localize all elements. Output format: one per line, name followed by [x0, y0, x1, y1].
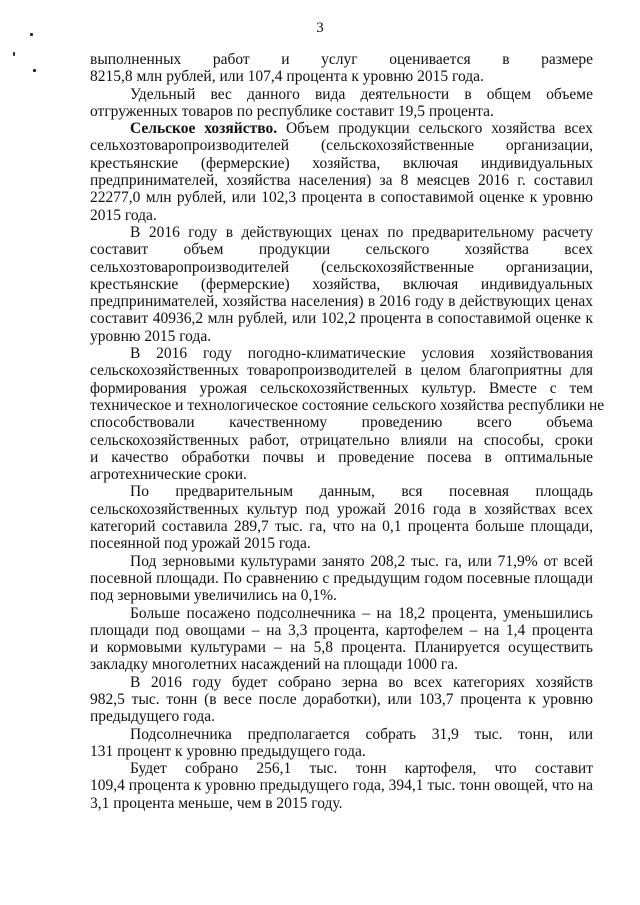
text-line: составит 40936,2 млн рублей, или 102,2 процента в сопоставимой оценке к	[90, 310, 593, 328]
text-line: крестьянские (фермерские) хозяйства, включая индивидуальных	[90, 154, 593, 172]
text-line: По предварительным данным, вся посевная площадь	[130, 483, 593, 501]
text-line: В 2016 году погодно-климатические условия хозяйствования	[130, 345, 593, 363]
paragraph	[90, 605, 593, 674]
page-number: 3	[316, 20, 324, 36]
text-line: под зерновыми увеличились на 0,1%.	[90, 587, 337, 605]
text-line: 109,4 процента к уровню предыдущего года, 394,1 тыс. тонн овощей, что на	[90, 777, 593, 795]
text-line: 982,5 тыс. тонн (в весе после доработки), или 103,7 процента к уровню	[90, 690, 593, 708]
section-lead: Сельское хозяйство.	[130, 120, 278, 138]
text-line: 22277,0 млн рублей, или 102,3 процента в сопоставимой оценке к уровню	[90, 189, 593, 207]
text-line: уровню 2015 года.	[90, 327, 212, 345]
text-line: 8215,8 млн рублей, или 107,4 процента к уровню 2015 года.	[90, 68, 484, 86]
paragraph	[90, 51, 593, 86]
paragraph	[90, 553, 593, 605]
text-line: сельхозтоваропроизводителей (сельскохозяйственные организации,	[90, 258, 593, 276]
paragraph	[90, 726, 593, 761]
text-line: Под зерновыми культурами занято 208,2 тыс. га, или 71,9% от всей	[130, 552, 593, 570]
text-line: В 2016 году в действующих ценах по предварительному расчету	[130, 223, 593, 241]
text-line: сельхозтоваропроизводителей (сельскохозяйственные организации,	[90, 137, 593, 155]
text-line: закладку многолетних насаждений на площади 1000 га.	[90, 656, 458, 674]
paragraph	[90, 120, 593, 224]
paragraph	[90, 345, 605, 484]
text-line: выполненных работ и услуг оценивается в размере	[90, 51, 593, 68]
paragraph	[90, 224, 593, 345]
text-line: посевной площади. По сравнению с предыдущим годом посевные площади	[90, 569, 593, 587]
text-line: сельскохозяйственных культур под урожай 2016 года в хозяйствах всех	[90, 500, 593, 518]
text-line: Подсолнечника предполагается собрать 31,9 тыс. тонн, или	[130, 725, 593, 743]
paragraph	[90, 483, 593, 552]
text-line: сельскохозяйственных товаропроизводителей в целом благоприятны для	[90, 362, 593, 380]
text-line: предпринимателей, хозяйства населения) за 8 меясцев 2016 г. составил	[90, 172, 593, 190]
scan-speck	[13, 52, 15, 56]
text-line: техническое и технологическое состояние сельского хозяйства республики не	[90, 396, 605, 414]
text-line: Удельный вес данного вида деятельности в общем объеме	[130, 85, 593, 103]
text-line: предпринимателей, хозяйства населения) в 2016 году в действующих ценах	[90, 293, 593, 311]
text-line: и качество обработки почвы и проведение посева в оптимальные	[90, 448, 593, 466]
text-line: сельскохозяйственных работ, отрицательно влияли на способы, сроки	[90, 431, 593, 449]
text-line	[90, 120, 593, 137]
scan-speck	[33, 69, 36, 72]
text-line: и кормовыми культурами – на 5,8 процента. Планируется осуществить	[90, 639, 593, 657]
text-line: крестьянские (фермерские) хозяйства, включая индивидуальных	[90, 275, 593, 293]
text-line: 2015 года.	[90, 206, 157, 224]
text-line: посеянной под урожай 2015 года.	[90, 535, 311, 553]
text-line: способствовали качественному проведению всего объема	[90, 414, 593, 432]
document-body	[90, 51, 605, 812]
text-line: составит объем продукции сельского хозяйства всех	[90, 241, 593, 259]
text-line: площади под овощами – на 3,3 процента, картофелем – на 1,4 процента	[90, 621, 593, 639]
paragraph	[90, 760, 593, 812]
paragraph	[90, 86, 593, 121]
text-line: отгруженных товаров по республике составит 19,5 процента.	[90, 102, 494, 120]
text-line: В 2016 году будет собрано зерна во всех категориях хозяйств	[130, 673, 593, 691]
text-line: Больше посажено подсолнечника – на 18,2 процента, уменьшились	[130, 604, 593, 622]
text-line: формирования урожая сельскохозяйственных культур. Вместе с тем	[90, 379, 593, 397]
text-line: предыдущего года.	[90, 708, 215, 726]
paragraph	[90, 674, 593, 726]
text-line: агротехнические сроки.	[90, 466, 247, 484]
text-line: 131 процент к уровню предыдущего года.	[90, 742, 366, 760]
text-segment: Объем продукции сельского хозяйства всех	[277, 120, 593, 138]
text-line: категорий составила 289,7 тыс. га, что на 0,1 процента больше площади,	[90, 518, 593, 536]
text-line: Будет собрано 256,1 тыс. тонн картофеля, что составит	[130, 760, 593, 778]
text-line: 3,1 процента меньше, чем в 2015 году.	[90, 794, 343, 812]
